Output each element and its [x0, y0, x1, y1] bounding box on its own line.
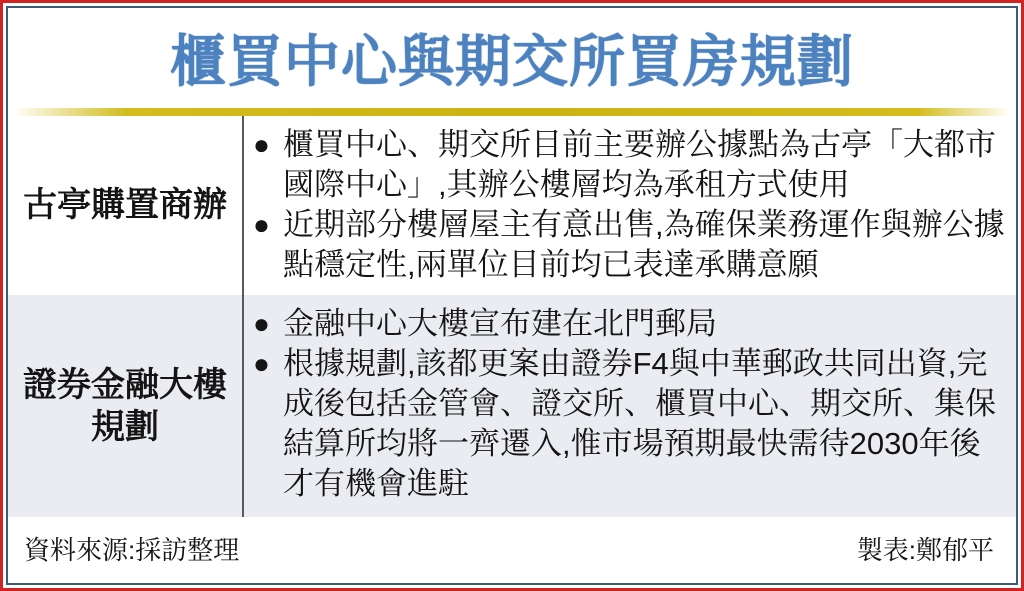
page-title: 櫃買中心與期交所買房規劃 — [170, 30, 854, 93]
bullet-item — [253, 205, 1008, 285]
row-header: 古亭購置商辦 — [8, 116, 244, 295]
bullet-text: 近期部分樓層屋主有意出售,為確保業務運作與辦公據點穩定性,兩單位目前均已表達承購意願 — [283, 207, 1005, 282]
bullet-item — [253, 125, 1008, 205]
bullet-text: 根據規劃,該都更案由證券F4與中華郵政共同出資,完成後包括金管會、證交所、櫃買中心、期交所、集保結算所均將一齊遷入,惟市場預期最快需待2030年後才有機會進駐 — [283, 346, 996, 501]
credit-note: 製表:鄭郁平 — [856, 534, 994, 565]
row-header: 證券金融大樓規劃 — [8, 295, 244, 517]
title-bar — [8, 8, 1016, 108]
bullet-item — [253, 304, 1008, 344]
bullet-item — [253, 344, 1008, 504]
table-row — [8, 295, 1016, 517]
footer-bar — [8, 517, 1016, 583]
bullet-text: 櫃買中心、期交所目前主要辦公據點為古亭「大都市國際中心」,其辦公樓層均為承租方式使用 — [283, 127, 996, 202]
info-table — [8, 116, 1016, 517]
bullet-icon: ● — [253, 129, 270, 160]
table-row — [8, 116, 1016, 295]
inner-frame — [6, 6, 1018, 585]
gold-divider-bar — [16, 108, 1008, 116]
source-note: 資料來源:採訪整理 — [24, 534, 240, 565]
bullet-icon: ● — [253, 209, 270, 240]
row-content — [244, 295, 1016, 517]
bullet-text: 金融中心大樓宣布建在北門郵局 — [283, 306, 717, 341]
bullet-icon: ● — [253, 348, 270, 379]
bullet-icon: ● — [253, 308, 270, 339]
row-content — [244, 116, 1016, 295]
